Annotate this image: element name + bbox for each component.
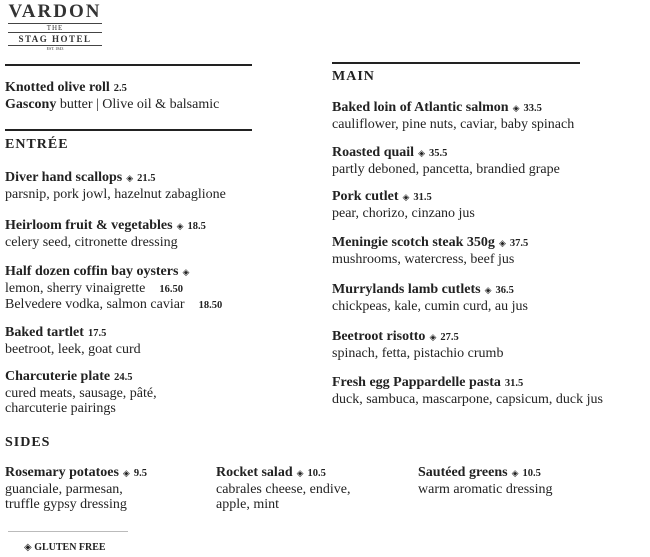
divider bbox=[5, 129, 252, 131]
item-description bbox=[5, 281, 222, 298]
item-description bbox=[332, 392, 603, 408]
menu-item bbox=[216, 465, 350, 513]
item-price: 31.5 bbox=[504, 378, 524, 389]
menu-item bbox=[5, 325, 141, 357]
divider bbox=[8, 531, 128, 532]
item-name: Charcuterie plate bbox=[5, 369, 111, 384]
divider bbox=[332, 62, 580, 64]
description-text: mushrooms, watercress, beef jus bbox=[332, 251, 515, 267]
item-price: 35.5 bbox=[429, 148, 448, 159]
item-name: Rosemary potatoes bbox=[5, 465, 119, 480]
gluten-free-icon: ◈ bbox=[402, 192, 410, 202]
menu-item bbox=[5, 369, 157, 417]
description-text: parsnip, pork jowl, hazelnut zabaglione bbox=[5, 186, 226, 202]
item-name: Baked loin of Atlantic salmon bbox=[332, 100, 509, 115]
item-description bbox=[5, 482, 147, 498]
description-text: celery seed, citronette dressing bbox=[5, 234, 178, 250]
menu-item bbox=[5, 465, 147, 513]
sides-heading: SIDES bbox=[5, 435, 51, 450]
item-name: Half dozen coffin bay oysters bbox=[5, 264, 179, 279]
bread-bold: Gascony bbox=[5, 96, 57, 112]
legend-label: GLUTEN FREE bbox=[34, 542, 106, 553]
item-name: Murrylands lamb cutlets bbox=[332, 282, 481, 297]
item-price: 17.5 bbox=[87, 328, 107, 339]
item-description bbox=[5, 497, 147, 513]
description-text: cauliflower, pine nuts, caviar, baby spinach bbox=[332, 116, 575, 132]
item-price: 36.5 bbox=[495, 285, 514, 296]
item-price: 33.5 bbox=[523, 103, 542, 114]
description-text: apple, mint bbox=[216, 497, 279, 512]
gluten-free-icon: ◈ bbox=[498, 238, 506, 248]
item-name: Heirloom fruit & vegetables bbox=[5, 218, 173, 233]
item-name: Knotted olive roll bbox=[5, 80, 110, 95]
item-price: 37.5 bbox=[509, 238, 529, 249]
gluten-free-icon: ◈ bbox=[126, 173, 134, 183]
description-text: chickpeas, kale, cumin curd, au jus bbox=[332, 298, 528, 314]
item-price: 10.5 bbox=[522, 468, 541, 479]
item-description bbox=[332, 252, 528, 268]
description-text: lemon, sherry vinaigrette bbox=[5, 280, 146, 296]
bread-item bbox=[5, 80, 219, 112]
menu-item bbox=[5, 264, 222, 314]
description-text: pear, chorizo, cinzano jus bbox=[332, 205, 475, 221]
item-name: Roasted quail bbox=[332, 145, 415, 160]
gluten-free-icon: ◈ bbox=[511, 468, 519, 478]
item-name: Diver hand scallops bbox=[5, 170, 123, 185]
item-price: 31.5 bbox=[413, 192, 432, 203]
description-text: cabrales cheese, endive, bbox=[216, 481, 351, 497]
description-text: guanciale, parmesan, bbox=[5, 481, 123, 497]
item-description bbox=[216, 482, 350, 498]
item-description bbox=[5, 386, 157, 402]
gluten-free-icon: ◈ bbox=[296, 468, 304, 478]
gluten-free-icon: ◈ bbox=[429, 332, 437, 342]
item-price: 24.5 bbox=[114, 372, 133, 383]
item-price: 10.5 bbox=[307, 468, 326, 479]
item-description bbox=[5, 235, 206, 251]
menu-item bbox=[332, 100, 574, 132]
item-description bbox=[332, 206, 475, 222]
entree-heading: ENTRÉE bbox=[5, 137, 69, 152]
item-description bbox=[5, 297, 222, 314]
gluten-free-icon: ◈ bbox=[512, 103, 520, 113]
menu-item bbox=[5, 218, 206, 250]
description-text: duck, sambuca, mascarpone, capsicum, duck jus bbox=[332, 391, 603, 407]
logo-name: VARDON bbox=[8, 1, 102, 22]
logo-hotel: STAG HOTEL bbox=[18, 34, 92, 44]
item-price: 18.50 bbox=[198, 300, 223, 311]
item-price: 21.5 bbox=[137, 173, 156, 184]
menu-item bbox=[332, 375, 603, 407]
item-description bbox=[5, 401, 157, 417]
item-description bbox=[332, 299, 528, 315]
menu-item bbox=[332, 329, 503, 361]
item-name: Pork cutlet bbox=[332, 189, 399, 204]
description-text: partly deboned, pancetta, brandied grape bbox=[332, 161, 560, 177]
menu-item bbox=[418, 465, 553, 497]
logo bbox=[8, 2, 102, 52]
gluten-free-icon: ◈ bbox=[484, 285, 492, 295]
bread-desc: butter | Olive oil & balsamic bbox=[59, 96, 220, 112]
menu-item bbox=[5, 170, 226, 202]
item-name: Beetroot risotto bbox=[332, 329, 426, 344]
item-description bbox=[332, 346, 503, 362]
item-description bbox=[216, 497, 350, 513]
description-text: Belvedere vodka, salmon caviar bbox=[5, 297, 185, 312]
menu-item bbox=[332, 235, 528, 267]
item-price: 27.5 bbox=[440, 332, 459, 343]
divider bbox=[5, 64, 252, 66]
item-price: 16.50 bbox=[159, 283, 183, 295]
logo-est: EST. 1843 bbox=[8, 45, 102, 52]
item-description bbox=[332, 162, 560, 178]
item-price: 18.5 bbox=[187, 221, 206, 232]
item-name: Baked tartlet bbox=[5, 325, 84, 340]
item-description bbox=[418, 482, 553, 498]
item-name: Rocket salad bbox=[216, 465, 293, 480]
item-name: Fresh egg Pappardelle pasta bbox=[332, 375, 501, 390]
item-description bbox=[5, 187, 226, 203]
gluten-free-legend bbox=[24, 542, 106, 553]
item-price: 2.5 bbox=[113, 83, 127, 94]
logo-the: THE bbox=[8, 23, 102, 33]
menu-item bbox=[332, 282, 528, 314]
gluten-free-icon: ◈ bbox=[182, 267, 190, 277]
item-description bbox=[332, 117, 574, 133]
menu-item bbox=[332, 145, 560, 177]
gluten-free-icon: ◈ bbox=[176, 221, 184, 231]
gluten-free-icon: ◈ bbox=[24, 542, 32, 553]
gluten-free-icon: ◈ bbox=[418, 148, 425, 158]
menu-item bbox=[332, 189, 475, 221]
description-text: spinach, fetta, pistachio crumb bbox=[332, 345, 504, 361]
description-text: charcuterie pairings bbox=[5, 401, 116, 416]
description-text: warm aromatic dressing bbox=[418, 481, 553, 497]
item-name: Sautéed greens bbox=[418, 465, 508, 480]
description-text: truffle gypsy dressing bbox=[5, 497, 127, 512]
item-description bbox=[5, 342, 141, 358]
item-name: Meningie scotch steak 350g bbox=[332, 235, 495, 250]
description-text: beetroot, leek, goat curd bbox=[5, 341, 141, 357]
main-heading: MAIN bbox=[332, 69, 375, 84]
gluten-free-icon: ◈ bbox=[122, 468, 130, 478]
item-price: 9.5 bbox=[133, 468, 147, 479]
description-text: cured meats, sausage, pâté, bbox=[5, 385, 157, 401]
